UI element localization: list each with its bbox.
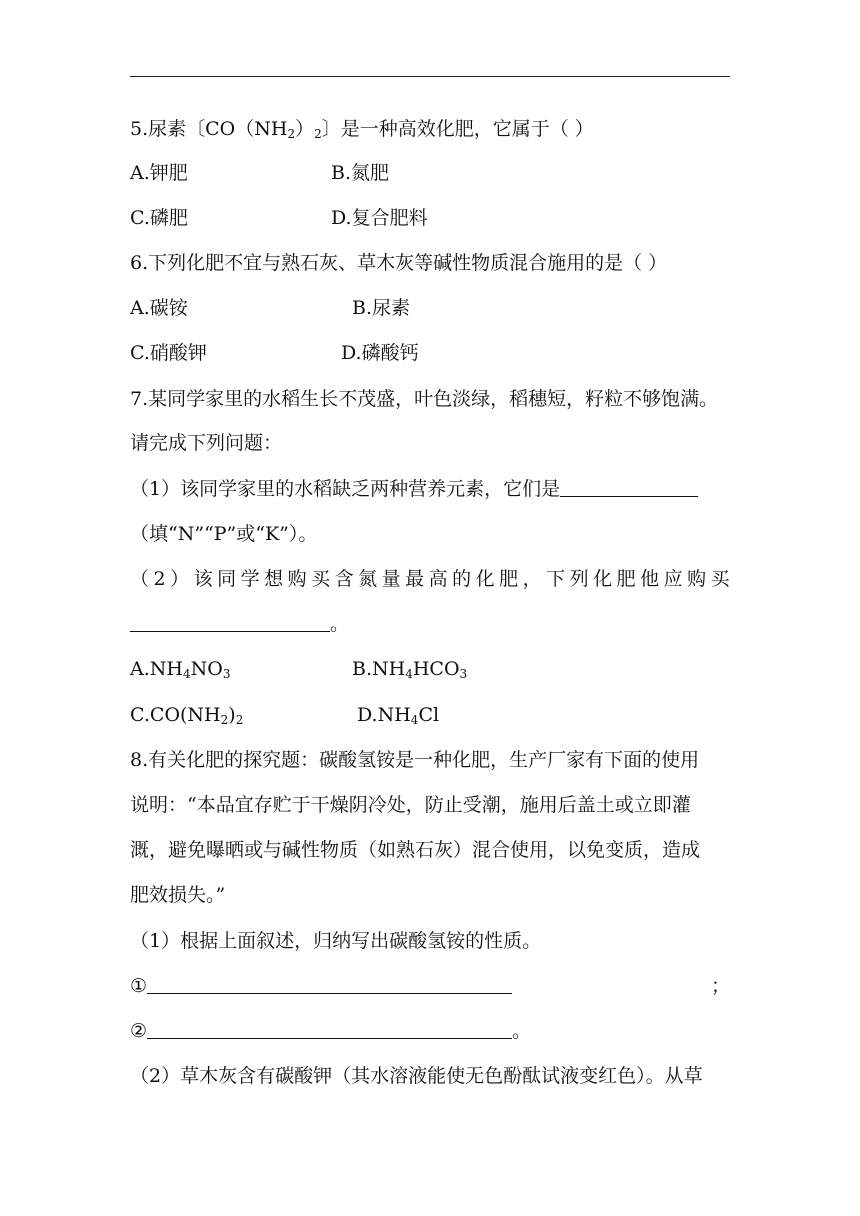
- q8-stem-line4: 肥效损失。”: [130, 884, 226, 906]
- q7-part1: （1）该同学家里的水稻缺乏两种营养元素，它们是: [130, 477, 698, 501]
- q5-option-b: B.氮肥: [331, 162, 390, 184]
- q8-part1: （1）根据上面叙述，归纳写出碳酸氢铵的性质。: [130, 930, 542, 952]
- q7-part1-answer-blank[interactable]: [560, 478, 698, 497]
- q7-option-a: $A.NH_4NO_3$: [130, 658, 231, 681]
- q6-stem: 6.下列化肥不宜与熟石灰、草木灰等碱性物质混合施用的是（ ）: [130, 252, 668, 274]
- q8-stem-line1: 8.有关化肥的探究题：碳酸氢铵是一种化肥，生产厂家有下面的使用: [130, 749, 700, 771]
- q8-property-2-blank[interactable]: [147, 1020, 512, 1039]
- q5-option-d: D.复合肥料: [331, 207, 428, 229]
- q7-stem-line1: 7.某同学家里的水稻生长不茂盛，叶色淡绿，稻穗短，籽粒不够饱满。: [130, 388, 719, 410]
- q6-option-c: C.硝酸钾: [130, 342, 207, 364]
- q7-stem-line2: 请完成下列问题：: [130, 432, 283, 454]
- q5-option-a: A.钾肥: [130, 162, 188, 184]
- q7-part2-text: （2）该同学想购买含氮量最高的化肥，下列化肥他应购买: [130, 568, 735, 590]
- q7-part1-hint: （填“N”“P”或“K”）。: [130, 523, 318, 545]
- q8-part2: （2）草木灰含有碳酸钾（其水溶液能使无色酚酞试液变红色）。从草: [130, 1065, 703, 1087]
- q7-part2: [130, 567, 735, 591]
- q5-option-c: C.磷肥: [130, 207, 188, 229]
- q8-property-1-blank[interactable]: [147, 975, 512, 994]
- q6-option-a: A.碳铵: [130, 297, 188, 319]
- q7-part2-answer-blank[interactable]: [130, 613, 330, 632]
- q8-stem-line2: 说明：“本品宜存贮于干燥阴冷处，防止受潮，施用后盖土或立即灌: [130, 794, 691, 816]
- q7-option-b: $B.NH_4HCO_3$: [352, 658, 468, 681]
- q5-stem: 5.尿素〔$CO(NH_2)_2$〕是一种高效化肥，它属于（ ）: [130, 118, 594, 141]
- q7-option-c: $C.CO(NH_2)_2$: [130, 704, 244, 727]
- q8-property-2: ② 。: [130, 1020, 532, 1042]
- q8-property-1: ① ；: [130, 975, 730, 997]
- q6-option-d: D.磷酸钙: [341, 342, 419, 364]
- q6-option-b: B.尿素: [352, 297, 411, 319]
- q7-option-d: $D.NH_4Cl$: [357, 704, 440, 727]
- q8-stem-line3: 溉，避免曝晒或与碱性物质（如熟石灰）混合使用，以免变质，造成: [130, 839, 701, 861]
- q7-part2-answer-line: 。: [130, 612, 349, 636]
- header-rule: [130, 76, 730, 77]
